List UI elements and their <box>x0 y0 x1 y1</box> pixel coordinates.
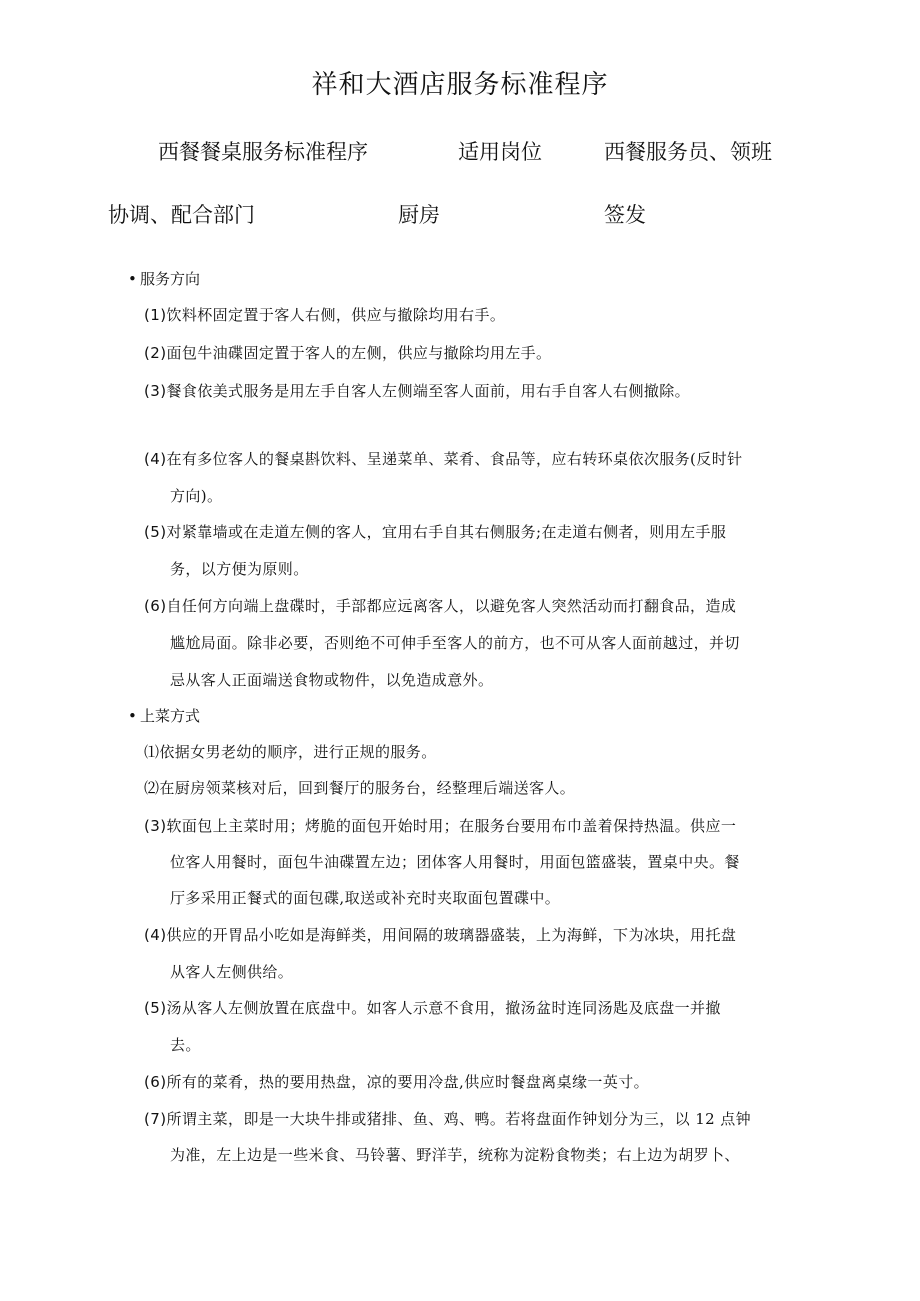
list-item-continuation: 方向)。 <box>170 487 223 505</box>
list-item <box>144 815 736 836</box>
list-item <box>144 1071 649 1092</box>
list-item <box>144 380 690 401</box>
bullet-icon: • <box>128 707 137 725</box>
section-title: 服务方向 <box>140 270 201 288</box>
item-number: (4) <box>144 926 167 944</box>
list-item <box>144 448 743 469</box>
section-direction-heading <box>128 268 200 289</box>
post-label: 适用岗位 <box>458 140 542 164</box>
item-text: 在厨房领菜核对后，回到餐厅的服务台，经整理后端送客人。 <box>159 779 576 797</box>
list-item <box>144 741 437 762</box>
item-text: 依据女男老幼的顺序，进行正规的服务。 <box>159 743 437 761</box>
dept-value: 厨房 <box>398 203 440 227</box>
item-number: (3) <box>144 382 167 400</box>
list-item-continuation: 忌从客人正面端送食物或物件，以免造成意外。 <box>170 671 494 689</box>
section-serving-heading <box>128 705 200 726</box>
item-number: (6) <box>144 597 167 615</box>
item-number: (3) <box>144 817 167 835</box>
item-text: 饮料杯固定置于客人右侧，供应与撤除均用右手。 <box>166 306 506 324</box>
list-item <box>144 342 551 363</box>
dept-label: 协调、配合部门 <box>108 203 255 227</box>
list-item <box>144 924 736 945</box>
list-item <box>144 997 721 1018</box>
item-text: 所谓主菜，即是一大块牛排或猪排、鱼、鸡、鸭。若将盘面作钟划分为三，以 12 点钟 <box>166 1110 752 1128</box>
list-item-continuation: 尴尬局面。除非必要，否则绝不可伸手至客人的前方，也不可从客人面前越过，并切 <box>170 634 740 652</box>
item-text: 对紧靠墙或在走道左侧的客人，宜用右手自其右侧服务;在走道右侧者，则用左手服 <box>166 523 727 541</box>
item-number: (4) <box>144 450 167 468</box>
item-text: 供应的开胃品小吃如是海鲜类，用间隔的玻璃器盛装，上为海鲜，下为冰块，用托盘 <box>166 926 737 944</box>
list-item <box>144 1108 751 1129</box>
item-text: 所有的菜肴，热的要用热盘，凉的要用冷盘,供应时餐盘离桌缘一英寸。 <box>166 1073 650 1091</box>
list-item <box>144 777 575 798</box>
item-text: 软面包上主菜时用；烤脆的面包开始时用；在服务台要用布巾盖着保持热温。供应一 <box>166 817 737 835</box>
item-number: (1) <box>144 306 167 324</box>
item-number: (2) <box>144 344 167 362</box>
list-item-continuation: 从客人左侧供给。 <box>170 963 294 981</box>
page-title: 祥和大酒店服务标准程序 <box>311 70 609 100</box>
list-item-continuation: 去。 <box>170 1036 201 1054</box>
list-item-continuation: 厅多采用正餐式的面包碟,取送或补充时夹取面包置碟中。 <box>170 889 561 907</box>
item-text: 汤从客人左侧放置在底盘中。如客人示意不食用，撤汤盆时连同汤匙及底盘一并撤 <box>166 999 721 1017</box>
list-item <box>144 595 736 616</box>
bullet-icon: • <box>128 270 137 288</box>
section-title: 上菜方式 <box>140 707 201 725</box>
item-text: 自任何方向端上盘碟时，手部都应远离客人，以避免客人突然活动而打翻食品，造成 <box>166 597 737 615</box>
item-text: 餐食依美式服务是用左手自客人左侧端至客人面前，用右手自客人右侧撤除。 <box>166 382 691 400</box>
list-item <box>144 304 505 325</box>
item-number: (6) <box>144 1073 167 1091</box>
item-number: (7) <box>144 1110 167 1128</box>
item-number: ⑴ <box>144 743 160 761</box>
list-item <box>144 521 726 542</box>
item-number: ⑵ <box>144 779 160 797</box>
post-value: 西餐服务员、领班 <box>604 140 772 164</box>
program-name: 西餐餐桌服务标准程序 <box>158 140 368 164</box>
item-number: (5) <box>144 523 167 541</box>
list-item-continuation: 位客人用餐时，面包牛油碟置左边；团体客人用餐时，用面包篮盛装，置桌中央。餐 <box>170 853 740 871</box>
sign-label: 签发 <box>604 203 646 227</box>
item-text: 在有多位客人的餐桌斟饮料、呈递菜单、菜肴、食品等，应右转环桌依次服务(反时针 <box>166 450 743 468</box>
item-number: (5) <box>144 999 167 1017</box>
item-text: 面包牛油碟固定置于客人的左侧，供应与撤除均用左手。 <box>166 344 552 362</box>
list-item-continuation: 务，以方便为原则。 <box>170 560 309 578</box>
list-item-continuation: 为准，左上边是一些米食、马铃薯、野洋芋，统称为淀粉食物类；右上边为胡罗卜、 <box>170 1146 740 1164</box>
